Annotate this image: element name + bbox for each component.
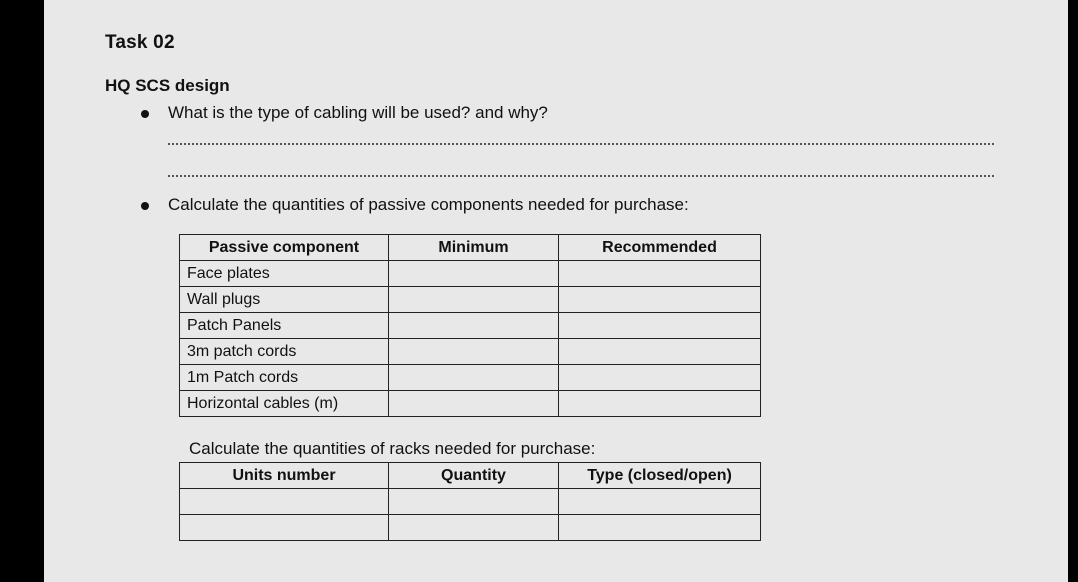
table-row [180,365,761,391]
table-row [180,261,761,287]
minimum-cell[interactable] [389,391,559,417]
bullet-1 [141,110,149,118]
table-header-row [180,463,761,489]
bullet-2 [141,202,149,210]
recommended-cell[interactable] [559,287,761,313]
quantity-cell[interactable] [389,489,559,515]
passive-components-table [179,234,761,417]
row-label: 3m patch cords [180,339,389,365]
minimum-cell[interactable] [389,365,559,391]
table-row [180,391,761,417]
table-row [180,339,761,365]
task-title: Task 02 [105,32,175,53]
racks-table [179,462,761,541]
question-cabling-type: What is the type of cabling will be used? and why? [168,103,548,122]
table-row [180,515,761,541]
table-row [180,489,761,515]
header-recommended: Recommended [559,235,761,261]
header-units-number: Units number [180,463,389,489]
header-passive-component: Passive component [180,235,389,261]
minimum-cell[interactable] [389,287,559,313]
answer-line-1[interactable] [168,143,994,145]
section-title: HQ SCS design [105,76,230,95]
minimum-cell[interactable] [389,313,559,339]
units-cell[interactable] [180,515,389,541]
recommended-cell[interactable] [559,391,761,417]
type-cell[interactable] [559,489,761,515]
row-label: 1m Patch cords [180,365,389,391]
minimum-cell[interactable] [389,261,559,287]
table-row [180,313,761,339]
recommended-cell[interactable] [559,261,761,287]
type-cell[interactable] [559,515,761,541]
header-quantity: Quantity [389,463,559,489]
recommended-cell[interactable] [559,365,761,391]
row-label: Patch Panels [180,313,389,339]
recommended-cell[interactable] [559,313,761,339]
recommended-cell[interactable] [559,339,761,365]
answer-line-2[interactable] [168,175,994,177]
minimum-cell[interactable] [389,339,559,365]
row-label: Face plates [180,261,389,287]
header-minimum: Minimum [389,235,559,261]
racks-caption: Calculate the quantities of racks needed for purchase: [189,439,596,458]
row-label: Horizontal cables (m) [180,391,389,417]
table-header-row [180,235,761,261]
header-type: Type (closed/open) [559,463,761,489]
document-page [44,0,1068,582]
question-passive-quantities: Calculate the quantities of passive components needed for purchase: [168,195,689,214]
quantity-cell[interactable] [389,515,559,541]
row-label: Wall plugs [180,287,389,313]
units-cell[interactable] [180,489,389,515]
table-row [180,287,761,313]
